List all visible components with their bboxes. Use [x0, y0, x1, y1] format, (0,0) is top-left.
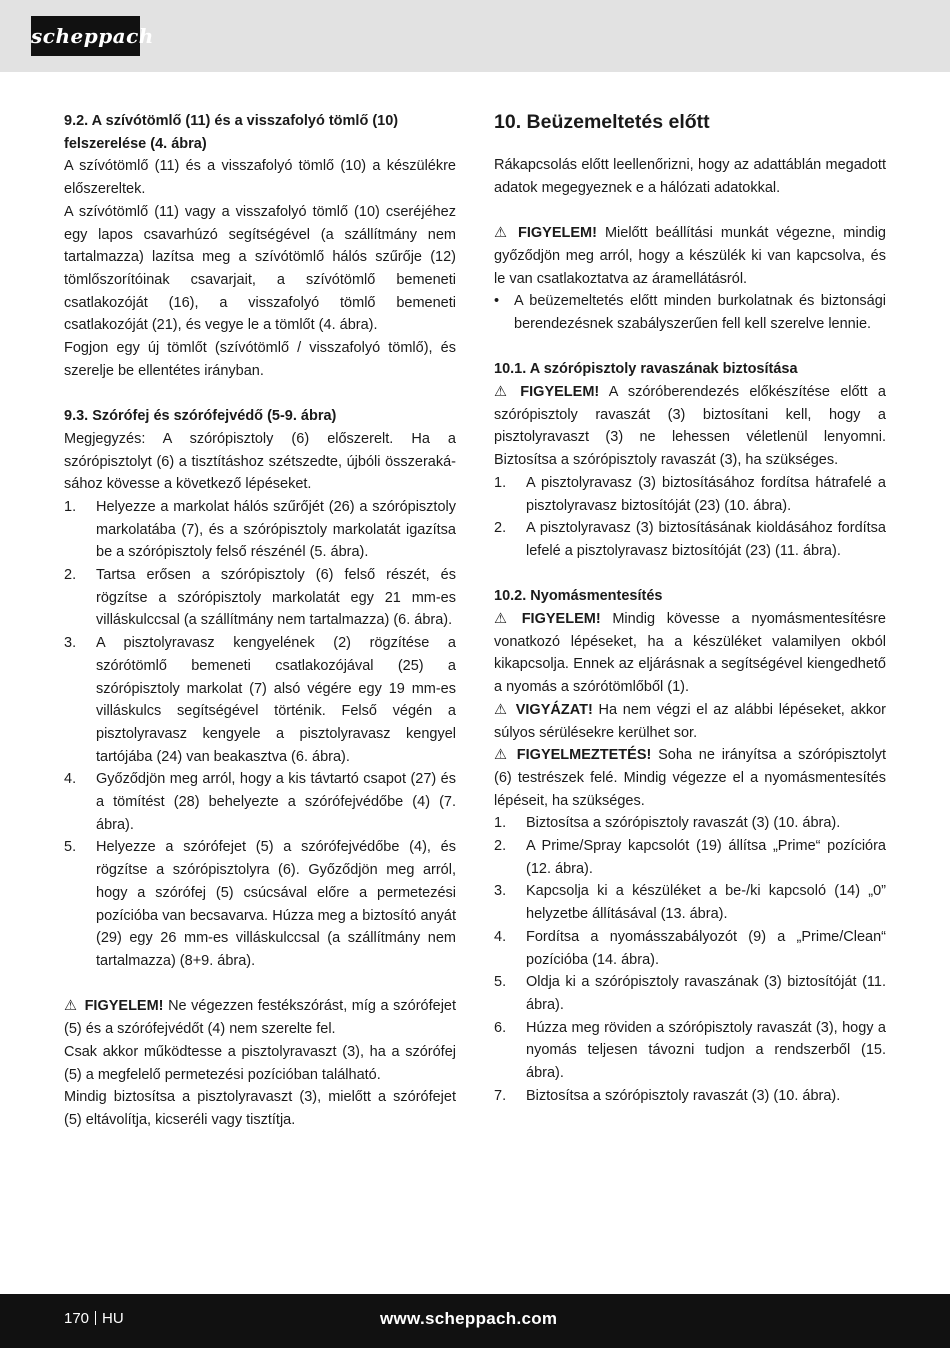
- warning-text: Mielőtt beállítási munkát végezne, mindig győződjön meg arról, hogy a készülék ki van kapcsolva, és le van csatlakoztatva az áramellátásról.: [494, 225, 886, 287]
- list-item: [64, 564, 456, 632]
- step-number: 7.: [494, 1087, 507, 1104]
- warning-keyword: FIGYELEM!: [518, 225, 597, 242]
- list-item: [494, 1017, 886, 1085]
- section-10-bullets: [494, 290, 886, 335]
- list-item: [64, 496, 456, 564]
- list-item: [64, 836, 456, 972]
- language-code: HU: [102, 1310, 124, 1327]
- divider: [95, 1311, 96, 1325]
- step-text: Oldja ki a szórópisztoly ravaszának (3) biztosítóját (11. ábra).: [526, 974, 886, 1013]
- warning-icon: ⚠: [494, 611, 507, 628]
- section-9-2-paragraph-3: Fogjon egy új tömlőt (szívótömlő / visszafolyó tömlő), és szerelje be ellentétes irányban.: [64, 340, 456, 379]
- section-10-1-steps: [494, 472, 886, 563]
- paragraph-after-warning-2: Mindig biztosítsa a pisztolyravaszt (3), mielőtt a szórófejet (5) eltávolítja, kicseréli vagy tisztítja.: [64, 1089, 456, 1128]
- warning-keyword: FIGYELEM!: [521, 611, 601, 628]
- warning-paragraph: [64, 995, 456, 1040]
- warning-keyword: FIGYELEM!: [84, 998, 164, 1015]
- list-item: [494, 926, 886, 971]
- paragraph-after-warning-1: Csak akkor működtesse a pisztolyravaszt (3), ha a szórófej (5) a megfelelő permetezési pozícióban található.: [64, 1043, 456, 1083]
- section-9-2-paragraph-1: A szívótömlő (11) és a visszafolyó tömlő (10) a készülékre előszereltek.: [64, 158, 456, 198]
- step-number: 5.: [64, 839, 77, 856]
- step-number: 2.: [494, 520, 507, 537]
- step-number: 3.: [494, 883, 507, 900]
- list-item: [64, 768, 456, 836]
- page-number: [64, 1294, 124, 1344]
- step-number: 2.: [64, 567, 77, 584]
- right-column: [494, 110, 886, 1107]
- section-10-2-warning-2: [494, 699, 886, 744]
- step-text: Győződjön meg arról, hogy a kis távtartó csapot (27) és a tömítést (28) behelyezte a szórófejvédőbe (4) (7. ábra).: [96, 771, 456, 833]
- section-10-paragraph-1: Rákapcsolás előtt leellenőrizni, hogy az adattáblán megadott adatok megegyeznek e a hálózati adatokkal.: [494, 157, 886, 196]
- section-9-2-title-line1: 9.2. A szívótömlő (11) és a visszafolyó tömlő (10): [64, 113, 399, 129]
- footer-bar: [0, 1294, 950, 1348]
- step-text: Fordítsa a nyomásszabályozót (9) a „Prime/Clean“ pozícióba (14. ábra).: [526, 928, 886, 968]
- step-text: Biztosítsa a szórópisztoly ravaszát (3) (10. ábra).: [526, 815, 841, 832]
- list-item: [494, 880, 886, 925]
- section-10-2-warning-3: [494, 744, 886, 812]
- warning-icon: ⚠: [494, 747, 507, 764]
- list-item: [494, 835, 886, 880]
- step-text: A Prime/Spray kapcsolót (19) állítsa „Prime“ pozícióra (12. ábra).: [526, 838, 886, 877]
- step-text: Húzza meg röviden a szórópisztoly ravaszát (3), hogy a nyomás teljesen távozni tudjon a rendszerből (15. ábra).: [526, 1019, 886, 1082]
- warning-keyword: FIGYELMEZTETÉS!: [516, 747, 652, 764]
- section-9-3-title: 9.3. Szórófej és szórófejvédő (5-9. ábra): [64, 408, 337, 425]
- list-item: [494, 517, 886, 562]
- list-item: [494, 290, 886, 335]
- step-text: Tartsa erősen a szórópisztoly (6) felső részét, és rögzítse a szórópisztoly markolatát egy 21 mm-es villáskulccsal (a szállítmány nem tartalmazza) (6. ábra).: [96, 567, 456, 629]
- section-10-1-warning: [494, 381, 886, 472]
- list-item: [494, 812, 886, 835]
- warning-text: Ne végezzen festékszórást, míg a szórófejet (5) és a szórófejvédőt (4) nem szerelte fel.: [64, 998, 457, 1038]
- section-10-1-title: 10.1. A szórópisztoly ravaszának biztosítása: [494, 361, 798, 378]
- step-number: 6.: [494, 1019, 507, 1036]
- warning-keyword: FIGYELEM!: [520, 384, 600, 400]
- list-item: [494, 472, 886, 517]
- step-text: Biztosítsa a szórópisztoly ravaszát (3) (10. ábra).: [526, 1087, 841, 1104]
- step-text: A pisztolyravasz (3) biztosításának kioldásához fordítsa lefelé a pisztolyravasz biztosítóját (23) (11. ábra).: [526, 520, 886, 559]
- step-text: A pisztolyravasz (3) biztosításához fordítsa hátrafelé a pisztolyravasz biztosítóját (23) (10. ábra).: [526, 474, 886, 514]
- list-item: [494, 1085, 886, 1108]
- page-number-value: 170: [64, 1310, 90, 1327]
- section-9-2-title: [64, 110, 456, 155]
- warning-text: Ha nem végzi el az alábbi lépéseket, akkor súlyos sérülésekre kerülhet sor.: [494, 701, 887, 741]
- warning-text: A szóróberendezés előkészítése előtt a szórópisztoly ravaszát (3) biztosítani kell, hogy a pisztolyravaszt (3) ne lehessen véletlenül lenyomni. Biztosítsa a szórópisztoly ravaszát (3), ha szükséges.: [494, 384, 886, 469]
- section-10-title: 10. Beüzemeltetés előtt: [494, 111, 710, 133]
- warning-text: Mindig kövesse a nyomásmentesítésre vonatkozó lépéseket, ha a készüléket valamilyen okból kikapcsolja. Ennek az eljárásnak a segítségével kiengedhető a nyomás a szórótömlőből (1).: [494, 611, 887, 696]
- step-number: 1.: [494, 815, 507, 832]
- step-number: 5.: [494, 974, 507, 991]
- step-number: 1.: [64, 498, 77, 515]
- section-10-2-title: 10.2. Nyomásmentesítés: [494, 588, 663, 605]
- step-text: A pisztolyravasz kengyelének (2) rögzítése a szórótömlő bemeneti csatlakozójával (25) a szórópisztoly markolat (7) alsó végére egy 19 mm-es villáskulcs segítségével történik. Felső végén a pisztolyravasz kengyele a pisztolyravasz kengyel tartójába (24) van beakasztva (6. ábra).: [96, 635, 456, 765]
- brand-logo: scheppach: [31, 16, 140, 56]
- warning-icon: ⚠: [64, 998, 77, 1015]
- section-9-3-steps: [64, 496, 456, 973]
- step-text: Helyezze a markolat hálós szűrőjét (26) a szórópisztoly markolatába (7), és a szórópisztoly markolatát igazítsa be a szórópisztoly felső részénél (5. ábra).: [96, 498, 456, 561]
- section-9-3-paragraph-1: Megjegyzés: A szórópisztoly (6) előszerelt. Ha a szórópisztolyt (6) a tisztításhoz szétszedte, újbóli összerakásához kövesse a következő lépéseket.: [64, 430, 456, 493]
- section-10-2-steps: [494, 812, 886, 1107]
- warning-text: Soha ne irányítsa a szórópisztolyt (6) testrészek felé. Mindig végezze el a nyomásmentesítés lépéseit, ha szükséges.: [494, 747, 886, 809]
- step-text: Kapcsolja ki a készüléket a be-/ki kapcsoló (14) „0” helyzetbe állításával (13. ábra).: [526, 883, 886, 923]
- list-item: [494, 971, 886, 1016]
- step-number: 4.: [64, 771, 77, 788]
- section-9-2-title-line2: felszerelése (4. ábra): [64, 135, 207, 152]
- section-10-warning: [494, 222, 886, 290]
- step-number: 3.: [64, 635, 77, 652]
- left-column: [64, 110, 456, 1132]
- caution-keyword: VIGYÁZAT!: [515, 701, 593, 718]
- warning-icon: ⚠: [494, 225, 507, 242]
- warning-icon: ⚠: [494, 701, 507, 718]
- header-bar: [0, 0, 950, 72]
- step-number: 1.: [494, 474, 507, 491]
- step-number: 2.: [494, 838, 507, 855]
- bullet-text: A beüzemeltetés előtt minden burkolatnak és biztonsági berendezésnek szabályszerűen fell kell szerelve lennie.: [514, 293, 886, 332]
- step-text: Helyezze a szórófejet (5) a szórófejvédőbe (4), és rögzítse a szórópisztolyra (6). Győződjön meg arról, hogy a szórófej (5) csúcsával előre a permetezési pozícióba van becsavarva. Húzza meg a biztosító anyát (29) egy 26 mm-es villáskulccsal (a szállítmány nem tartalmazza) (8+9. ábra).: [96, 839, 456, 969]
- section-9-2-paragraph-2: A szívótömlő (11) vagy a visszafolyó tömlő (10) cseréjéhez egy lapos csavarhúzó segítségével (a szállítmány nem tartalmazza) lazítsa meg a szívótömlő hálós szűrője (12) tömlőszorítóinak csavarjait, a szívótömlő bemeneti csatlakozóját (16), a visszafolyó tömlő bemeneti csatlakozóját (21), és vegye le a tömlőt (4. ábra).: [64, 203, 456, 334]
- section-10-2-warning-1: [494, 608, 886, 699]
- step-number: 4.: [494, 928, 507, 945]
- list-item: [64, 632, 456, 768]
- website-link[interactable]: www.scheppach.com: [380, 1309, 558, 1328]
- warning-icon: ⚠: [494, 384, 507, 400]
- bullet-mark: •: [494, 293, 500, 310]
